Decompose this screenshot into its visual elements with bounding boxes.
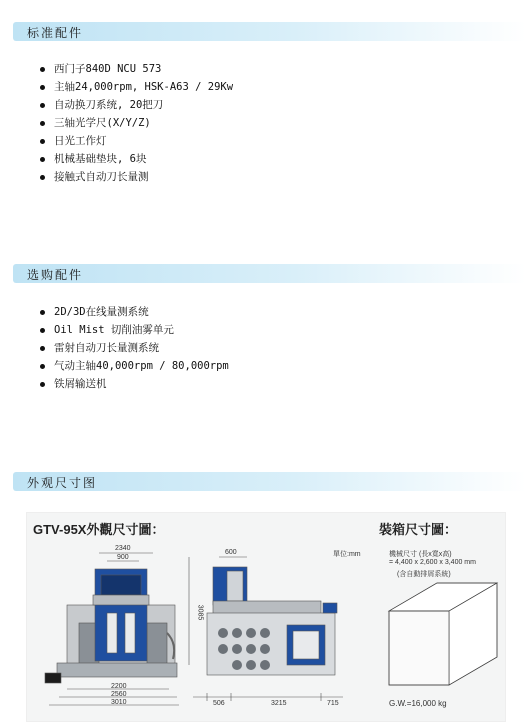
unit-label: 單位:mm: [333, 551, 361, 558]
list-item: 西门子840D NCU 573: [40, 60, 233, 78]
packing-weight: G.W.=16,000 kg: [389, 699, 447, 708]
list-item: 接触式自动刀长量测: [40, 168, 233, 186]
side-view: [193, 557, 343, 701]
section-title: 选购配件: [27, 268, 84, 282]
section-header-dimensions: [13, 472, 526, 491]
list-item: 主轴24,000rpm, HSK-A63 / 29Kw: [40, 78, 233, 96]
dimension-drawing: [26, 512, 506, 722]
list-item: 自动换刀系统, 20把刀: [40, 96, 233, 114]
list-item: 机械基础垫块, 6块: [40, 150, 233, 168]
list-item: 日光工作灯: [40, 132, 233, 150]
packing-box: [389, 583, 497, 685]
section-title: 外观尺寸图: [27, 476, 98, 490]
section-title: 标准配件: [27, 26, 84, 40]
packing-size-note: (含自動排屑系統): [397, 571, 451, 578]
dim-side-b1: 506: [213, 700, 225, 707]
list-item: 雷射自动刀长量测系统: [40, 339, 229, 357]
optional-accessory-list: [40, 303, 229, 393]
dim-side-b2: 3215: [271, 700, 287, 707]
dim-front-height: 3085: [196, 604, 204, 621]
packing-dimension-title: 裝箱尺寸圖：: [379, 522, 458, 537]
list-item: 气动主轴40,000rpm / 80,000rpm: [40, 357, 229, 375]
standard-accessory-list: [40, 60, 233, 186]
list-item: 铁屑输送机: [40, 375, 229, 393]
dim-front-b2: 2560: [111, 691, 127, 698]
dim-front-b3: 3010: [111, 699, 127, 706]
dim-side-b3: 715: [327, 700, 339, 707]
dim-front-b1: 2200: [111, 683, 127, 690]
section-header-standard: [13, 22, 526, 41]
list-item: Oil Mist 切削油雾单元: [40, 321, 229, 339]
machine-illustration: [27, 513, 507, 723]
model-dimension-title: GTV-95X外觀尺寸圖：: [33, 522, 165, 537]
packing-size-value: = 4,400 x 2,600 x 3,400 mm: [389, 559, 476, 566]
dim-front-top1: 2340: [115, 545, 131, 552]
packing-size-label: 機械尺寸 (長x寬x高): [389, 551, 452, 558]
section-header-optional: [13, 264, 526, 283]
list-item: 2D/3D在线量测系统: [40, 303, 229, 321]
list-item: 三轴光学尺(X/Y/Z): [40, 114, 233, 132]
dim-front-top2: 900: [117, 554, 129, 561]
dim-side-top: 600: [225, 549, 237, 556]
